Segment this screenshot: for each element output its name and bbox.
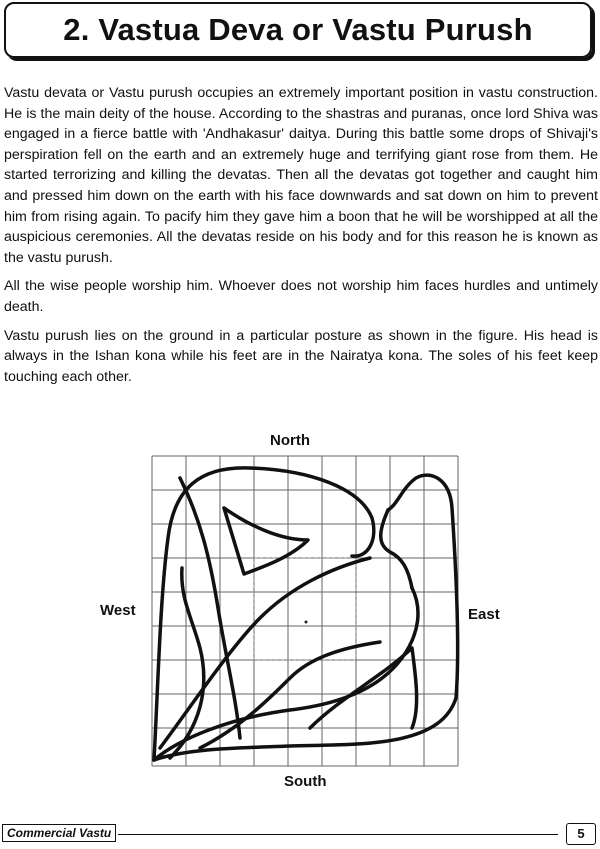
footer-rule	[118, 834, 558, 835]
center-dot	[305, 621, 308, 624]
paragraph-1: Vastu devata or Vastu purush occupies an extremely important position in vastu construction. He is the main deity of the house. According to the shastras and puranas, once lord Shiva was engaged in a fierce battle with 'Andhakasur' daitya. During this battle some drops of Shivaji's perspiration fell on the earth and an extremely huge and terrifying giant rose from them. He started terrorizing and killing the devatas. Then all the devatas got together and caught him and pressed him down on the earth with his face downwards and sat down on him to prevent him from rising again. To pacify him they gave him a boon that he will be worshipped at all the auspicious ceremonies. All the devatas reside on his body and for this reason he is known as the vastu purush.	[4, 85, 598, 266]
purush-outline	[154, 468, 458, 760]
grid-lines	[152, 456, 458, 766]
footer-book-title: Commercial Vastu	[2, 824, 116, 842]
chapter-title-box	[4, 2, 592, 58]
body-text	[4, 83, 598, 395]
page-footer	[0, 822, 600, 846]
paragraph-3: Vastu purush lies on the ground in a particular posture as shown in the figure. His head is always in the Ishan kona while his feet are in the Nairatya kona. The soles of his feet keep touching each other.	[4, 327, 598, 385]
north-label: North	[270, 432, 310, 449]
south-label: South	[284, 773, 327, 790]
east-label: East	[468, 606, 500, 623]
page-number: 5	[566, 823, 596, 845]
paragraph-2: All the wise people worship him. Whoever does not worship him faces hurdles and untimely death.	[4, 278, 598, 315]
vastu-grid-drawing	[140, 448, 460, 773]
chapter-title: 2. Vastua Deva or Vastu Purush	[63, 12, 533, 47]
west-label: West	[100, 602, 136, 619]
vastu-purush-figure	[0, 430, 600, 800]
